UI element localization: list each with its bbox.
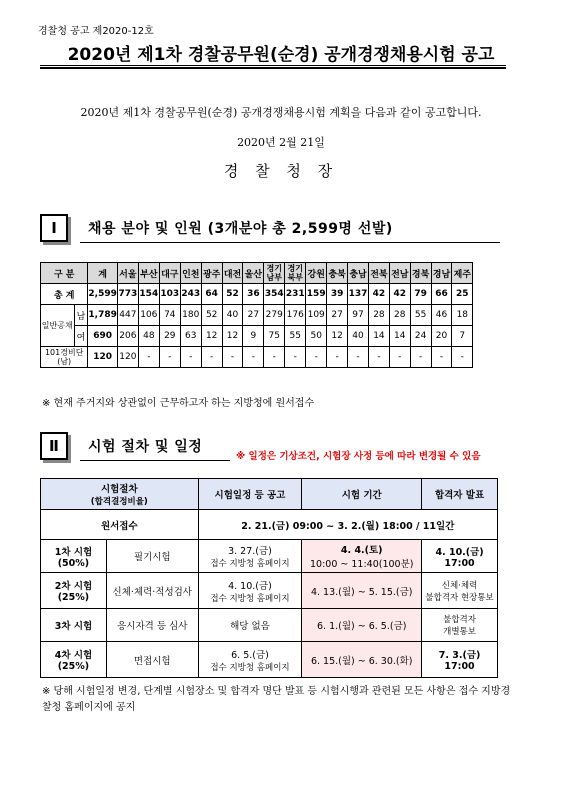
- table-cell: -: [222, 347, 243, 368]
- notice-place: 접수 지방청 홈페이지: [210, 662, 290, 673]
- security-row: [41, 347, 494, 368]
- period-cell: [302, 642, 422, 678]
- table-cell: 180: [180, 305, 201, 326]
- exam-type: 필기시험: [106, 540, 198, 573]
- table-cell: 18: [452, 305, 473, 326]
- period-date: 4. 4.(토): [340, 545, 383, 556]
- column-header-procedure: [41, 479, 199, 510]
- page-title: 2020년 제1차 경찰공무원(순경) 공개경쟁채용시험 공고: [67, 45, 495, 65]
- table-cell: -: [389, 347, 410, 368]
- table-cell: 28: [369, 305, 390, 326]
- section2-underline: [80, 460, 230, 461]
- table-cell: -: [285, 347, 306, 368]
- stage-label: 1차 시험: [54, 546, 93, 558]
- table-cell: 12: [327, 326, 348, 347]
- table-cell: 137: [348, 284, 369, 305]
- schedule-row: [41, 609, 498, 642]
- stage-label: 2차 시험: [54, 581, 93, 592]
- table-cell: 40: [348, 326, 369, 347]
- table-cell: 52: [222, 284, 243, 305]
- table-cell: 14: [389, 326, 410, 347]
- stage-cell: [41, 573, 107, 609]
- result-date: 4. 10.(금): [435, 546, 484, 558]
- schedule-row: [41, 540, 498, 573]
- table-cell: 66: [431, 284, 452, 305]
- table-cell: -: [327, 347, 348, 368]
- table-cell: 28: [389, 305, 410, 326]
- stage-ratio: (25%): [57, 661, 90, 672]
- row-label: 101경비단(남): [41, 347, 88, 368]
- column-header: 충남: [348, 263, 369, 284]
- row-group-label: 일반공채: [41, 305, 75, 347]
- table-cell: -: [243, 347, 264, 368]
- table-cell: 74: [159, 305, 180, 326]
- schedule-row: [41, 642, 498, 678]
- table-cell: 176: [285, 305, 306, 326]
- table-cell: 52: [201, 305, 222, 326]
- table-cell: 79: [410, 284, 431, 305]
- section1-note: ※ 현재 주거지와 상관없이 근무하고자 하는 지방청에 원서접수: [42, 398, 315, 409]
- table-cell: 50: [306, 326, 327, 347]
- male-row: [41, 305, 494, 326]
- notice-cell: [198, 642, 302, 678]
- stage-cell: [41, 642, 107, 678]
- table-header-row: [41, 263, 494, 284]
- table-cell: 64: [201, 284, 222, 305]
- table-cell: 25: [452, 284, 473, 305]
- table-cell: 40: [222, 305, 243, 326]
- table-cell: -: [452, 347, 473, 368]
- result-date: 신체·체력: [441, 580, 478, 591]
- application-period: 2. 21.(금) 09:00 ~ 3. 2.(월) 18:00 / 11일간: [198, 510, 497, 540]
- stage-cell: [41, 540, 107, 573]
- table-cell: 55: [285, 326, 306, 347]
- stage-label: 3차 시험: [54, 621, 93, 632]
- section1-title: 채용 분야 및 인원 (3개분야 총 2,599명 선발): [88, 221, 393, 237]
- table-cell: -: [431, 347, 452, 368]
- table-cell: -: [159, 347, 180, 368]
- table-cell: 106: [138, 305, 159, 326]
- row-label: 원서접수: [41, 510, 199, 540]
- table-cell: -: [201, 347, 222, 368]
- header-ratio: (합격결정비율): [90, 497, 148, 507]
- exam-type: 응시자격 등 심사: [106, 609, 198, 642]
- table-cell: 27: [243, 305, 264, 326]
- table-cell: 42: [389, 284, 410, 305]
- table-cell: -: [348, 347, 369, 368]
- section1-underline: [80, 242, 500, 243]
- period-date: 4. 13.(월) ~ 5. 15.(금): [310, 586, 413, 598]
- column-header: 대전: [222, 263, 243, 284]
- period-cell: [302, 573, 422, 609]
- table-cell: -: [264, 347, 285, 368]
- table-cell: 231: [285, 284, 306, 305]
- table-cell: 24: [410, 326, 431, 347]
- result-cell: [422, 642, 498, 678]
- table-cell: 27: [327, 305, 348, 326]
- column-header: 서울: [117, 263, 138, 284]
- table-cell: 773: [117, 284, 138, 305]
- column-header: 제주: [452, 263, 473, 284]
- table-cell: 2,599: [88, 284, 117, 305]
- female-row: [41, 326, 494, 347]
- table-cell: 354: [264, 284, 285, 305]
- result-date: 불합격자: [443, 615, 476, 625]
- table-cell: 154: [138, 284, 159, 305]
- table-cell: 48: [138, 326, 159, 347]
- table-cell: 159: [306, 284, 327, 305]
- period-cell: [302, 609, 422, 642]
- column-header: 구 분: [41, 263, 88, 284]
- section2-number: Ⅱ: [40, 432, 68, 460]
- notice-date: 2020년 2월 21일: [237, 136, 325, 149]
- notice-reference: 경찰청 공고 제2020-12호: [38, 26, 154, 37]
- stage-cell: [41, 609, 107, 642]
- result-note: 불합격자 현장통보: [425, 592, 494, 603]
- result-time: 17:00: [444, 661, 475, 672]
- table-cell: -: [138, 347, 159, 368]
- stage-label: 4차 시험: [54, 650, 93, 661]
- notice-date: 4. 10.(금): [228, 580, 272, 592]
- column-header: 합격자 발표: [422, 479, 498, 510]
- column-header: 강원: [306, 263, 327, 284]
- section2-footnote: ※ 당해 시험일정 변경, 단계별 시험장소 및 합격자 명단 발표 등 시험시행과 관련된 모든 사항은 접수 지방경찰청 홈페이지에 공지: [42, 686, 511, 713]
- result-time: 17:00: [444, 557, 475, 569]
- table-cell: 75: [264, 326, 285, 347]
- notice-cell: [198, 609, 302, 642]
- table-cell: 1,789: [88, 305, 117, 326]
- notice-date: 해당 없음: [230, 621, 270, 632]
- row-label: 여: [74, 326, 88, 347]
- result-cell: [422, 540, 498, 573]
- table-cell: 14: [369, 326, 390, 347]
- table-cell: 97: [348, 305, 369, 326]
- column-header: 계: [88, 263, 117, 284]
- table-header-row: [41, 479, 498, 510]
- table-cell: 63: [180, 326, 201, 347]
- table-cell: 447: [117, 305, 138, 326]
- column-header: 경북: [410, 263, 431, 284]
- column-header: 충북: [327, 263, 348, 284]
- signer: 경 찰 청 장: [223, 162, 339, 180]
- table-cell: 120: [88, 347, 117, 368]
- column-header: 대구: [159, 263, 180, 284]
- table-cell: 46: [431, 305, 452, 326]
- notice-cell: [198, 573, 302, 609]
- notice-place: 접수 지방청 홈페이지: [210, 593, 290, 604]
- exam-type: 신체·체력·적성검사: [106, 573, 198, 609]
- table-cell: -: [410, 347, 431, 368]
- table-cell: -: [306, 347, 327, 368]
- table-cell: 109: [306, 305, 327, 326]
- table-cell: 42: [369, 284, 390, 305]
- result-cell: [422, 573, 498, 609]
- schedule-row: [41, 573, 498, 609]
- column-header: 부산: [138, 263, 159, 284]
- table-cell: 103: [159, 284, 180, 305]
- column-header: 경기남부: [264, 263, 285, 284]
- header-procedure: 시험절차: [100, 484, 138, 495]
- period-cell: [302, 540, 422, 573]
- column-header: 시험일정 등 공고: [198, 479, 302, 510]
- result-date: 7. 3.(금): [438, 650, 481, 661]
- table-cell: 243: [180, 284, 201, 305]
- column-header: 전남: [389, 263, 410, 284]
- period-time: 10:00 ~ 11:40(100분): [309, 559, 414, 570]
- table-cell: 36: [243, 284, 264, 305]
- table-cell: 7: [452, 326, 473, 347]
- table-cell: 690: [88, 326, 117, 347]
- period-date: 6. 15.(월) ~ 6. 30.(화): [310, 655, 413, 667]
- notice-place: 접수 지방청 홈페이지: [210, 559, 290, 569]
- notice-date: 6. 5.(금): [231, 649, 269, 661]
- table-cell: 206: [117, 326, 138, 347]
- table-cell: 9: [243, 326, 264, 347]
- recruitment-table: [40, 262, 494, 368]
- table-cell: 29: [159, 326, 180, 347]
- stage-ratio: (25%): [57, 592, 90, 603]
- section2-title: 시험 절차 및 일정: [88, 439, 203, 455]
- exam-type: 면접시험: [106, 642, 198, 678]
- table-cell: 12: [222, 326, 243, 347]
- period-date: 6. 1.(월) ~ 6. 5.(금): [316, 621, 407, 632]
- column-header: 경남: [431, 263, 452, 284]
- row-label: 총 계: [41, 284, 88, 305]
- table-cell: 20: [431, 326, 452, 347]
- table-cell: 279: [264, 305, 285, 326]
- schedule-warning: ※ 일정은 기상조건, 시험장 사정 등에 따라 변경될 수 있음: [236, 451, 481, 462]
- table-cell: 120: [117, 347, 138, 368]
- table-cell: 55: [410, 305, 431, 326]
- result-note: 개별통보: [443, 627, 476, 637]
- notice-cell: [198, 540, 302, 573]
- table-cell: 39: [327, 284, 348, 305]
- column-header: 울산: [243, 263, 264, 284]
- column-header: 인천: [180, 263, 201, 284]
- schedule-table: [40, 478, 498, 678]
- row-label: 남: [74, 305, 88, 326]
- stage-ratio: (50%): [57, 557, 90, 569]
- result-cell: [422, 609, 498, 642]
- table-cell: -: [369, 347, 390, 368]
- column-header: 경기북부: [285, 263, 306, 284]
- notice-date: 3. 27.(금): [228, 546, 272, 557]
- column-header: 전북: [369, 263, 390, 284]
- column-header: 시험 기간: [302, 479, 422, 510]
- section1-number: Ⅰ: [40, 214, 68, 242]
- table-cell: -: [180, 347, 201, 368]
- application-row: [41, 510, 498, 540]
- intro-text: 2020년 제1차 경찰공무원(순경) 공개경쟁채용시험 계획을 다음과 같이 공고합니다.: [80, 106, 482, 119]
- column-header: 광주: [201, 263, 222, 284]
- total-row: [41, 284, 494, 305]
- title-rule: [40, 68, 506, 69]
- table-cell: 12: [201, 326, 222, 347]
